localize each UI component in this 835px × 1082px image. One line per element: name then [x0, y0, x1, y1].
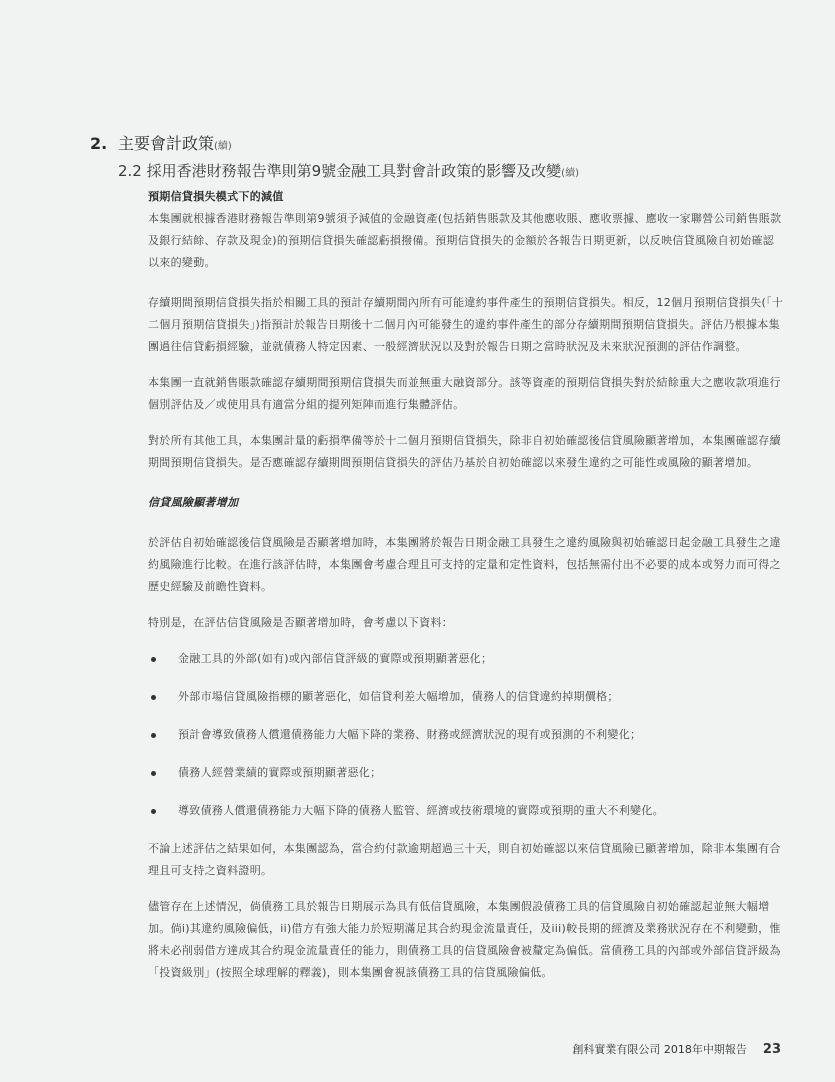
sicr-paragraph-3: 不論上述評估之結果如何，本集團認為，當合約付款逾期超過三十天，則自初始確認以來信貸風險已顯著增加，除非本集團有合理且可支持之資料證明。 — [148, 842, 781, 877]
ecl-paragraph-2: 存續期間預期信貸損失指於相關工具的預計存續期間內所有可能違約事件產生的預期信貸損失。相反，12個月預期信貸損失(「十二個月預期信貸損失」)指預計於報告日期後十二個月內可能發生的違約事件產生的部分存續期間預期信貸損失。評估乃根據本集團過往信貸虧損經驗，並就債務人特定因素、一般經濟狀況以及對於報告日期之當時狀況及未來狀況預測的評估作調整。 — [148, 296, 784, 353]
sicr-paragraph-4: 儘管存在上述情況，倘債務工具於報告日期展示為具有低信貸風險，本集團假設債務工具的信貸風險自初始確認起並無大幅增加。倘i)其違約風險偏低，ii)借方有強大能力於短期滿足其合約現金流量責任，及iii)較長期的經濟及業務狀況存在不利變動，惟將未必削弱借方達成其合約現金流量責任的能力，則債務工具的信貸風險會被釐定為偏低。當債務工具的內部或外部信貸評級為「投資級別」(按照全球理解的釋義)，則本集團會視該債務工具的信貸風險偏低。 — [148, 900, 781, 979]
sicr-paragraph-1: 於評估自初始確認後信貸風險是否顯著增加時，本集團將於報告日期金融工具發生之違約風險與初始確認日起金融工具發生之違約風險進行比較。在進行該評估時，本集團會考慮合理且可支持的定量和定性資料，包括無需付出不必要的成本或努力而可得之歷史經驗及前瞻性資料。 — [148, 536, 781, 593]
list-item — [148, 686, 785, 724]
bullet-icon — [151, 695, 156, 700]
list-item-text: 金融工具的外部(如有)或內部信貸評級的實際或預期顯著惡化； — [178, 652, 493, 665]
ecl-heading: 預期信貸損失模式下的減值 — [148, 190, 284, 203]
page-footer — [572, 1041, 781, 1057]
bullet-icon — [151, 733, 156, 738]
sicr-heading: 信貸風險顯著增加 — [148, 496, 239, 509]
page-number: 23 — [762, 1042, 781, 1057]
list-item-text: 導致債務人償還債務能力大幅下降的債務人監管、經濟或技術環境的實際或預期的重大不利變化。 — [178, 804, 664, 817]
sicr-paragraph-2: 特別是，在評估信貸風險是否顯著增加時，會考慮以下資料： — [148, 616, 454, 629]
footer-company: 創科實業有限公司 2018年中期報告 — [572, 1043, 747, 1056]
list-item-text: 預計會導致債務人償還債務能力大幅下降的業務、財務或經濟狀況的現有或預測的不利變化； — [178, 728, 642, 741]
subsection-continued-label: (續) — [561, 168, 579, 179]
section-title: 主要會計政策 — [118, 134, 215, 153]
ecl-paragraph-4: 對於所有其他工具，本集團計量的虧損準備等於十二個月預期信貸損失，除非自初始確認後信貸風險顯著增加，本集團確認存續期間預期信貸損失。是否應確認存續期間預期信貸損失的評估乃基於自初始確認以來發生違約之可能性或風險的顯著增加。 — [148, 434, 781, 469]
section-number: 2. — [90, 134, 108, 153]
indicator-list — [148, 648, 785, 838]
list-item-text: 外部市場信貸風險指標的顯著惡化，如信貸利差大幅增加，債務人的信貸違約掉期價格； — [178, 690, 619, 703]
list-item — [148, 724, 785, 762]
section-continued-label: (續) — [214, 141, 232, 152]
bullet-icon — [151, 809, 156, 814]
body-content — [148, 186, 785, 984]
list-item — [148, 648, 785, 686]
section-heading — [90, 131, 232, 154]
bullet-icon — [151, 657, 156, 662]
ecl-paragraph-3: 本集團一直就銷售賬款確認存續期間預期信貸損失而並無重大融資部分。該等資產的預期信貸損失對於結餘重大之應收款項進行個別評估及／或使用具有適當分組的提列矩陣而進行集體評估。 — [148, 376, 781, 411]
ecl-paragraph-1: 本集團就根據香港財務報告準則第9號須予減值的金融資產(包括銷售賬款及其他應收賬、應收票據、應收一家聯營公司銷售賬款及銀行結餘、存款及現金)的預期信貸損失確認虧損撥備。預期信貸損失的金額於各報告日期更新，以反映信貸風險自初始確認以來的變動。 — [148, 212, 782, 269]
subsection-title: 2.2 採用香港財務報告準則第9號金融工具對會計政策的影響及改變 — [118, 162, 562, 180]
subsection-heading — [118, 160, 579, 181]
list-item — [148, 762, 785, 800]
list-item-text: 債務人經營業績的實際或預期顯著惡化； — [178, 766, 382, 779]
bullet-icon — [151, 771, 156, 776]
list-item — [148, 800, 785, 838]
